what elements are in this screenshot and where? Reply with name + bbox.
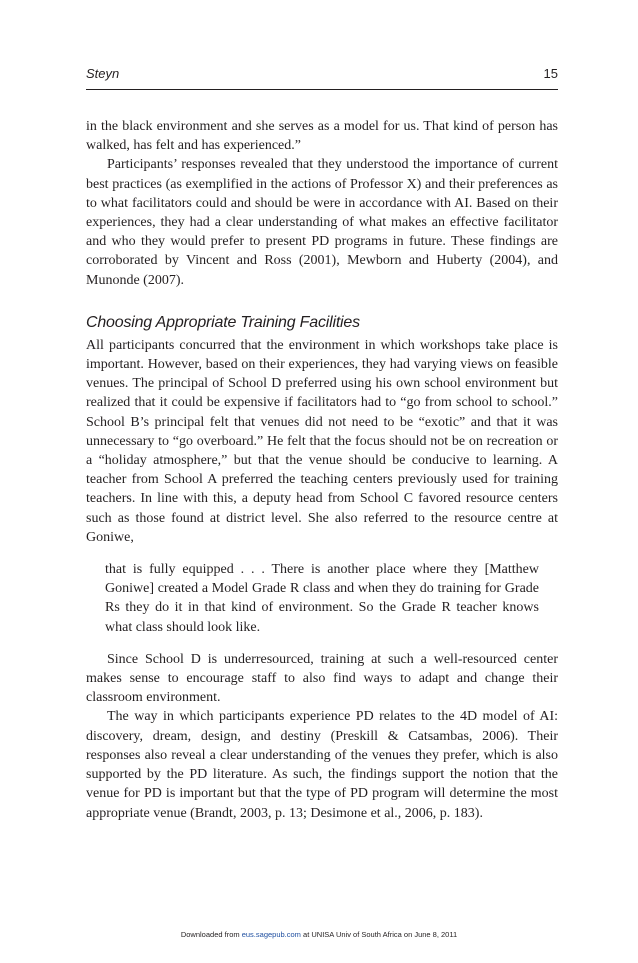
footer-link[interactable]: eus.sagepub.com: [241, 930, 301, 939]
section-heading: Choosing Appropriate Training Facilities: [86, 313, 360, 331]
paragraph-training-facilities: All participants concurred that the environment in which workshops take place is important. However, based on their experiences, they had varying views on feasible venues. The principal of School D preferred using his own school environment but realized that it could be expensive if facilitators had to “go from school to school.” School B’s principal felt that venues did not need to be “exotic” and that it was unnecessary to “go overboard.” He felt that the focus should not be on recreation or a “holiday atmosphere,” but that the venue should be conducive to learning. A teacher from School A preferred the teaching centers previously used for training teachers. In line with this, a deputy head from School C favored resource centers such as those found at district level. She also referred to the resource centre at Goniwe,: [86, 337, 558, 545]
paragraph-underresourced: Since School D is underresourced, training at such a well-resourced center makes sense to encourage staff to also find ways to adapt and change their classroom environment.: [86, 651, 558, 706]
running-head-author: Steyn: [86, 66, 120, 81]
paragraph-continued: in the black environment and she serves as a model for us. That kind of person has walked, has felt and has experienced.”: [86, 119, 558, 154]
paragraph-participants-responses: Participants’ responses revealed that they understood the importance of current best practices (as exemplified in the actions of Professor X) and their preferences as to what facilitators could and should be were in accordance with AI. Based on their experiences, they had a clear understanding of what makes an effective facilitator and who they would prefer to present PD programs in future. These findings are corroborated by Vincent and Ross (2001), Mewborn and Huberty (2004), and Munonde (2007).: [86, 157, 558, 288]
body-text: [86, 117, 558, 823]
block-quote-text: that is fully equipped . . . There is another place where they [Matthew Goniwe] created a Model Grade R class and when they do training for Grade Rs they do it in that kind of environment. So the Grade R teacher knows what class should look like.: [105, 562, 539, 635]
running-head: [86, 66, 558, 81]
footer-prefix: Downloaded from: [180, 930, 242, 939]
block-quote: [105, 560, 539, 637]
paragraph-4d-model: The way in which participants experience PD relates to the 4D model of AI: discovery, dream, design, and destiny (Preskill & Catsambas, 2006). Their responses also reveal a clear understanding of the venues they prefer, which is also supported by the PD literature. As such, the findings support the notion that the venue for PD is important but that the type of PD program will determine the most appropriate venue (Brandt, 2003, p. 13; Desimone et al., 2006, p. 183).: [86, 709, 558, 821]
download-footer: [0, 930, 638, 939]
footer-suffix: at UNISA Univ of South Africa on June 8, 2011: [300, 930, 458, 939]
page-number: 15: [543, 66, 558, 81]
header-rule: [86, 89, 558, 90]
